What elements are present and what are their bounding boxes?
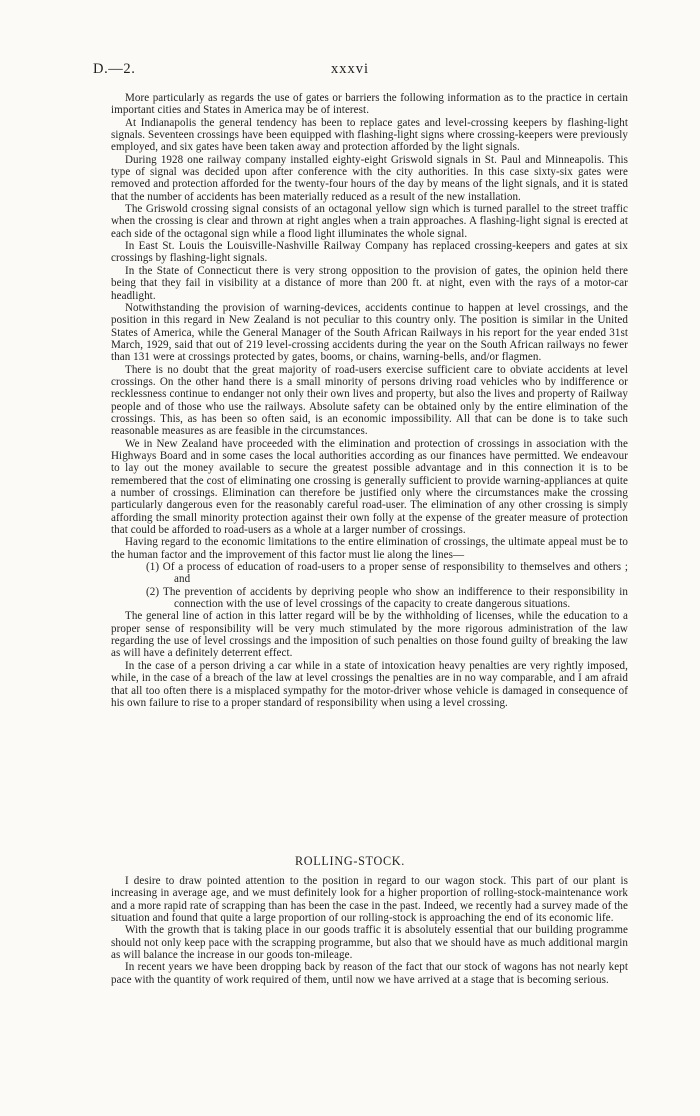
paragraph: The Griswold crossing signal consists of an octagonal yellow sign which is turned parallel to the street traffic when the crossing is clear and thrown at right angles when a train approaches. A flashing-light signal is erected at each side of the octagonal sign while a flood light illuminates the whole signal. [111,203,628,240]
paragraph: More particularly as regards the use of gates or barriers the following information as to the practice in certain important cities and States in America may be of interest. [111,92,628,117]
paragraph: In the case of a person driving a car while in a state of intoxication heavy penalties are very rightly imposed, while, in the case of a breach of the law at level crossings the penalties are in no way comparable, and I am afraid that all too often there is a misplaced sympathy for the motor-driver whose vehicle is damaged in consequence of his own failure to rise to a proper standard of responsibility when using a level crossing. [111,659,628,709]
paragraph: In recent years we have been dropping back by reason of the fact that our stock of wagons has not nearly kept pace with the quantity of work required of them, until now we have arrived at a stage that is becoming serious. [111,961,628,986]
paragraph: There is no doubt that the great majority of road-users exercise sufficient care to obviate accidents at level crossings. On the other hand there is a small minority of persons driving road vehicles who by indifference or recklessness continue to endanger not only their own lives and property, but also the lives and property of Railway people and of those who use the railways. Absolute safety can be obtained only by the entire elimination of the crossings. This, as has been so often said, is an economic impossibility. All that can be done is to take such reasonable measures as are feasible in the circumstances. [111,363,628,438]
paragraph: I desire to draw pointed attention to the position in regard to our wagon stock. This part of our plant is increasing in average age, and we must definitely look for a higher proportion of rolling-stock-maintenance work and a more rapid rate of scrapping than has been the case in the past. Indeed, we recently had a survey made of the situation and found that quite a large proportion of our rolling-stock is approaching the end of its economic life. [111,875,628,925]
paragraph: In the State of Connecticut there is very strong opposition to the provision of gates, the opinion held there being that they fail in visibility at a distance of more than 200 ft. at night, even with the rays of a motor-car headlight. [111,264,628,302]
page-number: xxxvi [330,61,370,77]
paragraph: Notwithstanding the provision of warning-devices, accidents continue to happen at level crossings, and the position in this regard in New Zealand is not peculiar to this country only. The position is similar in the United States of America, while the General Manager of the South African Railways in his report for the year ended 31st March, 1929, said that out of 219 level-crossing accidents during the year on the South African railways no fewer than 131 were at crossings protected by gates, booms, or chains, warning-bells, and/or flagmen. [111,301,628,364]
paragraph: Having regard to the economic limitations to the entire elimination of crossings, the ultimate appeal must be to the human factor and the improvement of this factor must lie along the lines— [111,536,628,561]
paragraph: We in New Zealand have proceeded with the elimination and protection of crossings in association with the Highways Board and in some cases the local authorities according as our finances have permitted. We endeavour to lay out the money available to secure the greatest possible advantage and in this connection it is to be remembered that the cost of eliminating one crossing is generally sufficient to provide warning-appliances at quite a number of crossings. Elimination can therefore be justified only where the circumstances make the crossing particularly dangerous even for the reasonably careful road-user. The elimination of any other crossing is simply affording the small minority protection against their own folly at the expense of the greater measure of protection that could be afforded to road-users as a whole at a larger number of crossings. [111,437,628,537]
list-item: (2) The prevention of accidents by depriving people who show an indifference to their responsibility in connection with the use of level crossings of the capacity to create dangerous situations. [146,585,628,611]
section-heading: ROLLING-STOCK. [294,854,406,868]
paragraph: During 1928 one railway company installed eighty-eight Griswold signals in St. Paul and Minneapolis. This type of signal was decided upon after conference with the city authorities. In this case sixty-six gates were removed and protection afforded for the twenty-four hours of the day by means of the light signals, and it is stated that the number of accidents has been materially reduced as a result of the new installation. [111,153,628,203]
list-item: (1) Of a process of education of road-users to a proper sense of responsibility to themselves and others ; and [146,561,628,586]
main-text [111,92,628,709]
document-reference: D.—2. [93,61,136,77]
paragraph: At Indianapolis the general tendency has been to replace gates and level-crossing keepers by flashing-light signals. Seventeen crossings have been equipped with flashing-light signs where crossing-keepers were previously employed, and six gates have been taken away and protection afforded by the light signals. [111,116,628,154]
paragraph: The general line of action in this latter regard will be by the withholding of licenses, while the education to a proper sense of responsibility will be very much stimulated by the more rigorous administration of the law regarding the use of level crossings and the imposition of such penalties on those found guilty of breaking the law as will have a definitely deterrent effect. [111,610,628,660]
paragraph: With the growth that is taking place in our goods traffic it is absolutely essential that our building programme should not only keep pace with the scrapping programme, but also that we should have as much additional margin as will balance the increase in our goods ton-mileage. [111,924,628,962]
paragraph: In East St. Louis the Louisville-Nashville Railway Company has replaced crossing-keepers and gates at six crossings by flashing-light signals. [111,240,628,265]
section-text [111,875,628,986]
